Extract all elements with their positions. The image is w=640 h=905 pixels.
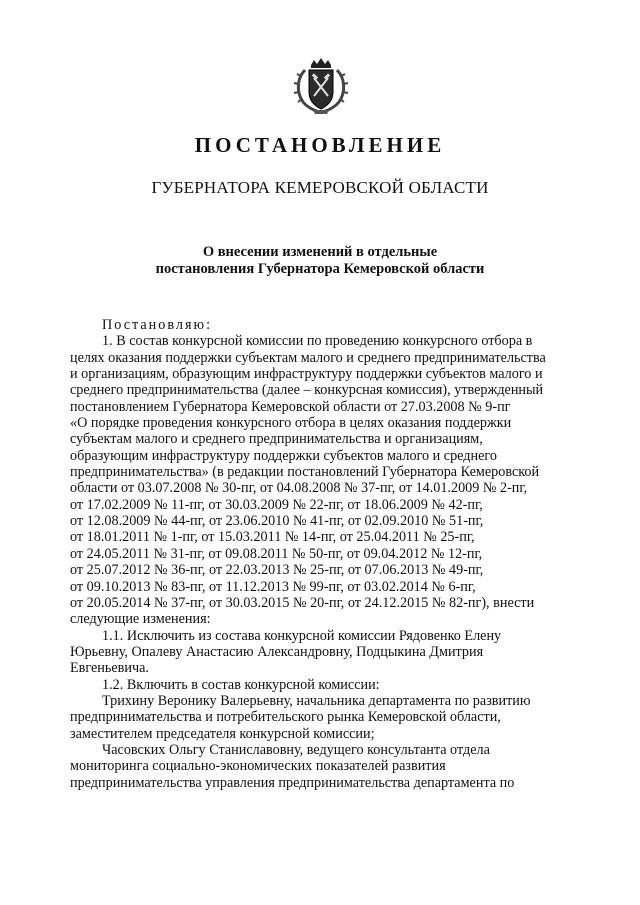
body-line: среднего предпринимательства (далее – конкурсная комиссия), утвержденный (70, 382, 544, 399)
body-line: от 09.10.2013 № 83-пг, от 11.12.2013 № 99-пг, от 03.02.2014 № 6-пг, (70, 578, 476, 595)
opening-phrase: Постановляю: (102, 317, 213, 333)
document-body (70, 317, 590, 791)
body-line: от 12.08.2009 № 44-пг, от 23.06.2010 № 41-пг, от 02.09.2010 № 51-пг, (70, 513, 484, 530)
subject-line: постановления Губернатора Кемеровской области (155, 261, 485, 277)
body-line: области от 03.07.2008 № 30-пг, от 04.08.2008 № 37-пг, от 14.01.2009 № 2-пг, (70, 480, 528, 497)
issuing-authority: ГУБЕРНАТОРА КЕМЕРОВСКОЙ ОБЛАСТИ (151, 178, 489, 197)
body-line: от 17.02.2009 № 11-пг, от 30.03.2009 № 22-пг, от 18.06.2009 № 42-пг, (70, 496, 483, 513)
body-line: от 20.05.2014 № 37-пг, от 30.03.2015 № 20-пг, от 24.12.2015 № 82-пг), внести (70, 594, 535, 611)
body-line: Трихину Веронику Валерьевну, начальника департамента по развитию (102, 692, 531, 709)
body-line: от 24.05.2011 № 31-пг, от 09.08.2011 № 50-пг, от 09.04.2012 № 12-пг, (70, 545, 483, 562)
body-line: образующим инфраструктуру поддержки субъектов малого и среднего (70, 447, 497, 464)
body-line: Евгеньевича. (70, 660, 149, 677)
body-line: 1.1. Исключить из состава конкурсной комиссии Рядовенко Елену (102, 627, 502, 644)
body-line: заместителем председателя конкурсной комиссии; (70, 725, 375, 742)
body-line: Часовских Ольгу Станиславовну, ведущего консультанта отдела (102, 741, 490, 758)
body-line: целях оказания поддержки субъектам малого и среднего предпринимательства (70, 349, 546, 366)
body-line: постановлением Губернатора Кемеровской области от 27.03.2008 № 9-пг (70, 398, 511, 415)
coat-of-arms-emblem (291, 56, 351, 116)
subject-line: О внесении изменений в отдельные (202, 244, 438, 260)
body-line: субъектам малого и среднего предпринимательства и организациям, (70, 431, 483, 448)
body-line: предпринимательства» (в редакции постановлений Губернатора Кемеровской (70, 464, 540, 481)
body-line: 1.2. Включить в состав конкурсной комиссии: (102, 676, 380, 693)
body-line: Юрьевну, Опалеву Анастасию Александровну, Подцыкина Дмитрия (70, 643, 484, 660)
body-line: 1. В состав конкурсной комиссии по проведению конкурсного отбора в (102, 333, 533, 350)
document-type-title: ПОСТАНОВЛЕНИЕ (194, 133, 446, 157)
body-line: следующие изменения: (70, 611, 211, 628)
body-line: мониторинга социально-экономических показателей развития (70, 758, 446, 775)
body-line: и организациям, образующим инфраструктуру поддержки субъектов малого и (70, 366, 543, 383)
body-line: от 18.01.2011 № 1-пг, от 15.03.2011 № 14-пг, от 25.04.2011 № 25-пг, (70, 529, 475, 546)
document-subject (0, 244, 640, 278)
body-line: «О порядке проведения конкурсного отбора в целях оказания поддержки (70, 415, 512, 432)
body-line: предпринимательства управления предпринимательства департамента по (70, 774, 515, 791)
body-line: от 25.07.2012 № 36-пг, от 22.03.2013 № 25-пг, от 07.06.2013 № 49-пг, (70, 562, 484, 579)
body-line: предпринимательства и потребительского рынка Кемеровской области, (70, 709, 501, 726)
